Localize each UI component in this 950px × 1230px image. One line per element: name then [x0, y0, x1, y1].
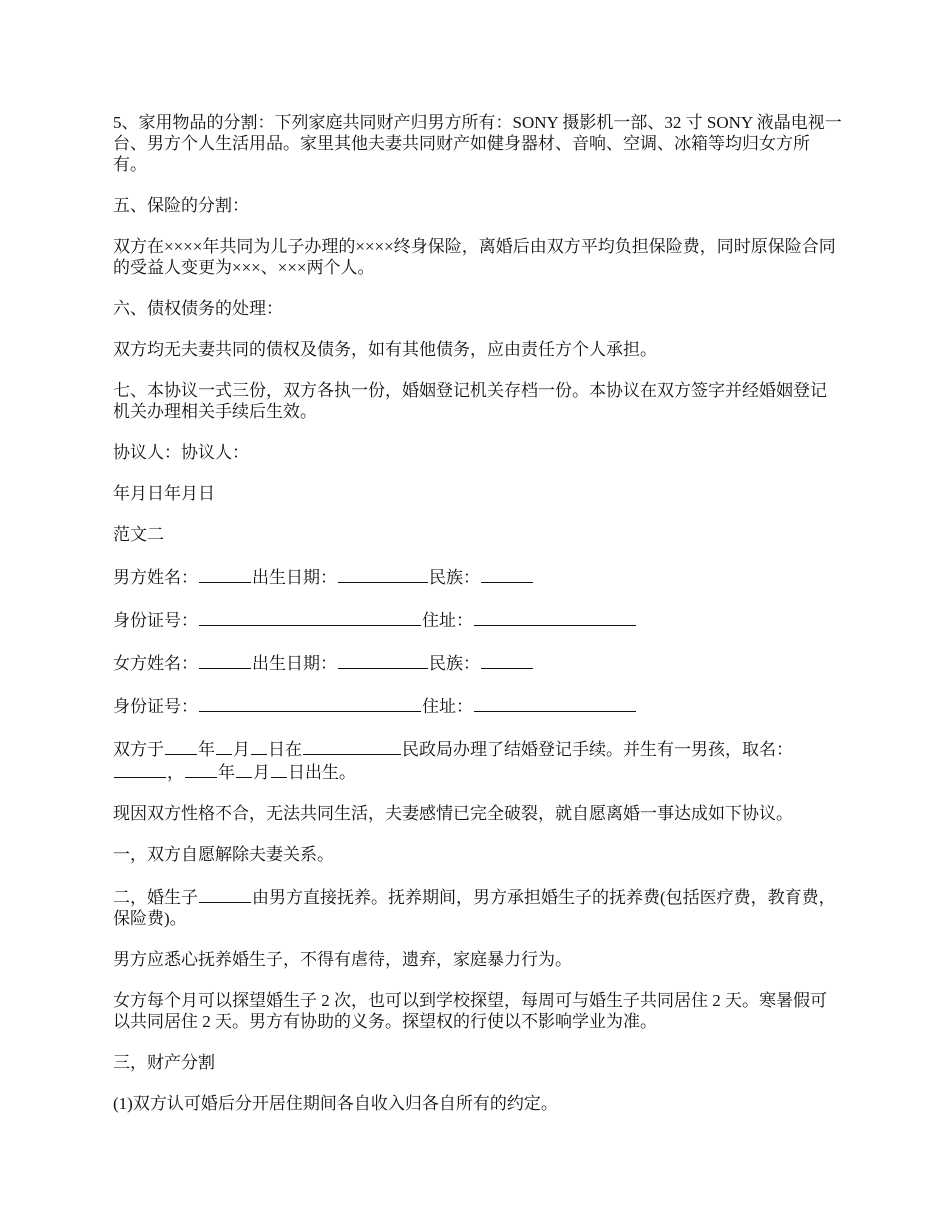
child-name-blank — [114, 760, 166, 778]
marriage-year-blank — [165, 737, 197, 755]
paragraph-property-one: (1)双方认可婚后分开居住期间各自收入归各自所有的约定。 — [113, 1094, 558, 1113]
female-birth-date-blank — [338, 651, 428, 669]
agreement-intro: 现因双方性格不合，无法共同生活，夫妻感情已完全破裂，就自愿离婚一事达成如下协议。 — [113, 804, 793, 823]
birth-date-label: 出生日期： — [252, 654, 337, 673]
address-label: 住址： — [422, 697, 473, 716]
heading-property: 三，财产分割 — [113, 1053, 215, 1072]
marriage-registration-paragraph — [113, 737, 843, 783]
marriage-text: ， — [167, 763, 184, 782]
signatories-line: 协议人：协议人： — [113, 443, 249, 462]
marriage-text: 日在 — [268, 740, 302, 759]
female-name-blank — [199, 651, 251, 669]
clause-one: 一，双方自愿解除夫妻关系。 — [113, 845, 334, 864]
male-id-blank — [199, 608, 421, 626]
paragraph-copies: 七、本协议一式三份，双方各执一份，婚姻登记机关存档一份。本协议在双方签字并经婚姻登记机关办理相关手续后生效。 — [113, 381, 827, 421]
paragraph-household-items: 5、家用物品的分割：下列家庭共同财产归男方所有：SONY 摄影机一部、32 寸 SONY 液晶电视一台、男方个人生活用品。家里其他夫妻共同财产如健身器材、音响、空调、冰箱等均归女方所有。 — [113, 113, 842, 174]
male-id-line — [113, 608, 843, 631]
marriage-text: 月 — [253, 763, 270, 782]
custody-text: 由男方直接抚养。抚养期间，男方承担婚生子的抚养费(包括医疗费，教育费，保险费)。 — [113, 888, 836, 928]
male-birth-date-blank — [338, 565, 428, 583]
custody-text: 二，婚生子 — [113, 888, 198, 907]
date-line: 年月日年月日 — [113, 484, 215, 503]
document-page — [113, 112, 843, 1134]
paragraph-care: 男方应悉心抚养婚生子，不得有虐待，遗弃，家庭暴力行为。 — [113, 950, 572, 969]
female-name-label: 女方姓名： — [113, 654, 198, 673]
id-label: 身份证号： — [113, 697, 198, 716]
marriage-text: 民政局办理了结婚登记手续。并生有一男孩，取名： — [402, 740, 793, 759]
male-name-label: 男方姓名： — [113, 568, 198, 587]
ethnicity-label: 民族： — [429, 568, 480, 587]
child-birth-day-blank — [271, 760, 287, 778]
child-name-blank — [199, 885, 251, 903]
marriage-text: 月 — [233, 740, 250, 759]
child-birth-year-blank — [185, 760, 217, 778]
marriage-text: 日出生。 — [288, 763, 356, 782]
child-birth-month-blank — [236, 760, 252, 778]
marriage-text: 年 — [198, 740, 215, 759]
male-name-blank — [199, 565, 251, 583]
birth-date-label: 出生日期： — [252, 568, 337, 587]
clause-two-custody — [113, 885, 843, 929]
marriage-month-blank — [216, 737, 232, 755]
paragraph-visitation: 女方每个月可以探望婚生子 2 次，也可以到学校探望，每周可与婚生子共同居住 2 天。寒暑假可以共同居住 2 天。男方有协助的义务。探望权的行使以不影响学业为准。 — [113, 991, 827, 1031]
paragraph-debts: 双方均无夫妻共同的债权及债务，如有其他债务，应由责任方个人承担。 — [113, 340, 657, 359]
male-address-blank — [474, 608, 636, 626]
id-label: 身份证号： — [113, 611, 198, 630]
female-info-line — [113, 651, 843, 674]
ethnicity-label: 民族： — [429, 654, 480, 673]
male-ethnicity-blank — [481, 565, 533, 583]
civil-affairs-bureau-blank — [303, 737, 401, 755]
paragraph-insurance: 双方在××××年共同为儿子办理的××××终身保险，离婚后由双方平均负担保险费，同时原保险合同的受益人变更为×××、×××两个人。 — [113, 237, 836, 277]
female-id-blank — [199, 694, 421, 712]
sample-two-heading: 范文二 — [113, 525, 164, 544]
address-label: 住址： — [422, 611, 473, 630]
marriage-day-blank — [251, 737, 267, 755]
female-id-line — [113, 694, 843, 717]
heading-debts: 六、债权债务的处理： — [113, 299, 283, 318]
heading-insurance: 五、保险的分割： — [113, 196, 249, 215]
marriage-text: 年 — [218, 763, 235, 782]
female-address-blank — [474, 694, 636, 712]
female-ethnicity-blank — [481, 651, 533, 669]
marriage-text: 双方于 — [113, 740, 164, 759]
male-info-line — [113, 565, 843, 588]
